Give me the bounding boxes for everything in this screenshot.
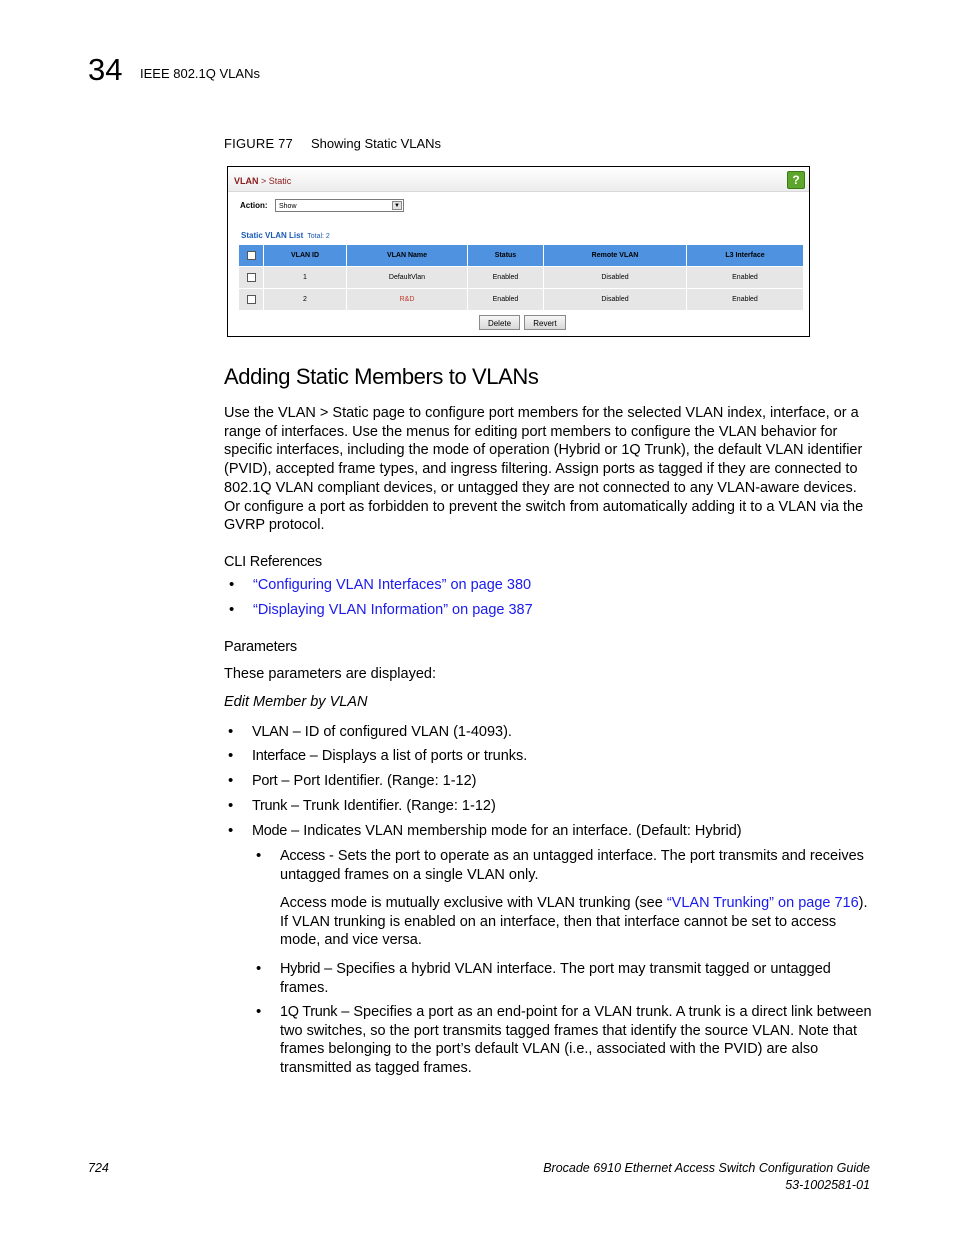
bullet-icon: • [229,576,235,593]
mode-term-hybrid: Hybrid [280,961,321,977]
bullet-icon: • [256,847,262,864]
row-checkbox[interactable] [247,273,256,282]
cell-vlan-name: DefaultVlan [347,267,468,289]
param-desc: – Indicates VLAN membership mode for an interface. (Default: Hybrid) [287,823,742,839]
chevron-down-icon[interactable]: ▼ [392,201,402,210]
cell-l3-interface: Enabled [687,267,804,289]
col-status: Status [468,245,544,267]
mode-term-1q-trunk: 1Q Trunk [280,1004,338,1020]
param-term: Mode [252,823,288,839]
access-note-post: ). If VLAN trunking is enabled on an interface, then that interface cannot be set to access mode, and vice versa. [280,895,868,949]
list-total: Total: 2 [307,233,330,240]
vlan-trunking-link[interactable]: “VLAN Trunking” on page 716 [666,895,859,911]
cli-link-displaying[interactable]: “Displaying VLAN Information” on page 387 [253,602,533,618]
select-all-checkbox[interactable] [247,251,256,260]
cell-status: Enabled [468,267,544,289]
bullet-icon: • [228,822,234,839]
list-item [229,576,532,595]
col-vlan-id: VLAN ID [264,245,347,267]
vlan-table [238,244,804,311]
access-note-pre: Access mode is mutually exclusive with VLAN trunking (see [280,895,667,911]
list-item [256,960,870,997]
list-item [256,847,870,884]
param-term: Interface [252,748,306,764]
table-row [239,289,804,311]
col-l3-interface: L3 Interface [687,245,804,267]
revert-button[interactable]: Revert [524,315,566,330]
bullet-icon: • [228,772,234,789]
page-number: 724 [88,1161,109,1175]
figure-title: Showing Static VLANs [310,136,442,151]
param-desc: – ID of configured VLAN (1-4093). [288,724,512,740]
parameters-intro: These parameters are displayed: [224,666,436,682]
intro-paragraph: Use the VLAN > Static page to configure port members for the selected VLAN index, interface, or a range of interfaces. Use the menus for editing port members to configure the VLAN behavior for specific interfaces, including the mode of operation (Hybrid or 1Q Trunk), the default VLAN identifier (PVID), accepted frame types, and ingress filtering. Assign ports as tagged if they are connected to 802.1Q VLAN compliant devices, or untagged they are not connected to any VLAN-aware devices. Or configure a port as forbidden to prevent the switch from automatically adding it to a VLAN via the GVRP protocol. [224,405,864,534]
param-desc: – Port Identifier. (Range: 1-12) [277,773,477,789]
param-desc: – Trunk Identifier. (Range: 1-12) [287,798,496,814]
list-item [228,723,512,742]
list-item [229,601,533,620]
breadcrumb [234,176,291,186]
param-term: Port [252,773,278,789]
figure-caption [224,136,441,151]
list-item [228,797,496,816]
parameters-subheading: Edit Member by VLAN [224,694,368,710]
param-term: Trunk [252,798,288,814]
mode-term-access: Access [280,848,325,864]
bullet-icon: • [228,797,234,814]
cli-link-configuring[interactable]: “Configuring VLAN Interfaces” on page 380 [253,577,532,593]
page-header-bar [228,167,809,192]
bullet-icon: • [228,747,234,764]
static-vlan-list-title [241,231,330,240]
breadcrumb-root[interactable]: VLAN [234,176,259,186]
table-header-row [239,245,804,267]
book-title: Brocade 6910 Ethernet Access Switch Configuration Guide [543,1161,870,1175]
bullet-icon: • [256,1003,262,1020]
cell-remote-vlan: Disabled [544,267,687,289]
action-select-value: Show [279,203,297,210]
list-item [228,747,528,766]
cli-references-heading: CLI References [224,554,322,570]
table-row [239,267,804,289]
delete-button[interactable]: Delete [479,315,520,330]
chapter-number: 34 [88,52,123,87]
bullet-icon: • [229,601,235,618]
param-term: VLAN [252,724,289,740]
cell-l3-interface: Enabled [687,289,804,311]
cell-vlan-id: 1 [264,267,347,289]
row-checkbox-cell[interactable] [239,267,264,289]
parameters-heading: Parameters [224,639,297,655]
row-checkbox-cell[interactable] [239,289,264,311]
mode-desc-hybrid: – Specifies a hybrid VLAN interface. The port may transmit tagged or untagged frames. [280,961,831,996]
select-all-checkbox-cell[interactable] [239,245,264,267]
list-item [256,1003,872,1078]
action-label: Action: [240,201,268,210]
bullet-icon: • [256,960,262,977]
section-title: Adding Static Members to VLANs [224,364,539,389]
breadcrumb-page: Static [268,176,292,186]
cell-status: Enabled [468,289,544,311]
row-checkbox[interactable] [247,295,256,304]
figure-label: FIGURE 77 [224,136,293,151]
param-desc: – Displays a list of ports or trunks. [305,748,528,764]
cell-vlan-id: 2 [264,289,347,311]
chapter-title: IEEE 802.1Q VLANs [140,66,260,81]
static-vlans-screenshot [227,166,810,337]
list-title-text: Static VLAN List [241,231,304,240]
mode-desc-access: - Sets the port to operate as an untagged interface. The port transmits and receives untagged frames on a single VLAN only. [280,848,864,883]
action-select[interactable] [275,199,404,212]
list-item [228,772,477,791]
col-vlan-name: VLAN Name [347,245,468,267]
access-note [280,894,872,950]
mode-desc-1q-trunk: – Specifies a port as an end-point for a VLAN trunk. A trunk is a direct link between two switches, so the port transmits tagged frames that identify the source VLAN. Note that frames belonging to the port’s default VLAN (i.e., associated with the PVID) are also transmitted as tagged frames. [280,1004,872,1077]
help-icon[interactable]: ? [787,171,805,189]
cell-vlan-name[interactable]: R&D [347,289,468,311]
list-item [228,822,742,841]
doc-number: 53-1002581-01 [785,1178,870,1192]
cell-remote-vlan: Disabled [544,289,687,311]
bullet-icon: • [228,723,234,740]
col-remote-vlan: Remote VLAN [544,245,687,267]
breadcrumb-separator: > [261,176,267,186]
